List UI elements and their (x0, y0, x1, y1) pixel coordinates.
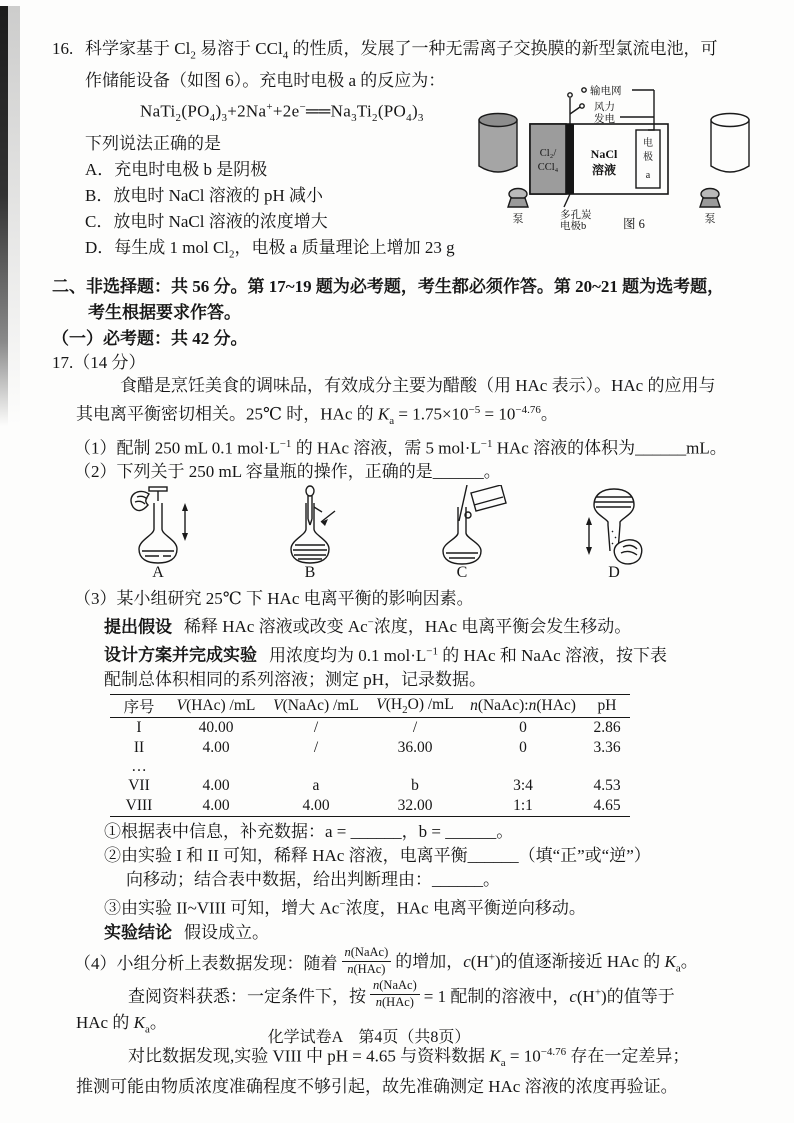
cell: I (136, 718, 142, 736)
table-header-row (110, 694, 630, 717)
electrode-a-label-1: 电 (643, 138, 653, 149)
q16-stem: 下列说法正确的是 (85, 134, 221, 154)
pointer-arrow (321, 511, 335, 522)
flask-d-label: D (608, 563, 620, 581)
cell: 3:4 (513, 776, 533, 794)
section2-line1: 二、非选择题：共 56 分。第 17~19 题为必考题，考生都必须作答。第 20~21 题为选考题， (52, 276, 725, 296)
cell: 4.00 (302, 796, 330, 814)
cell: 4.65 (593, 796, 621, 814)
q17-note1: ①根据表中信息，补充数据：a = ______，b = ______。 (104, 821, 514, 841)
cell (462, 758, 584, 776)
q17-hypothesis (104, 611, 764, 640)
section2-line2: 考生根据要求作答。 (88, 302, 241, 322)
flask-option-d (554, 485, 674, 581)
q17-intro2: 其电离平衡密切相关。25℃ 时，HAc 的 $K_a = 1.75\times 10^{-5} = 10^{-4.76}$。 (76, 403, 558, 427)
right-tank-icon (711, 114, 749, 173)
porous-label-1: 多孔炭 (560, 210, 592, 221)
dropper-bulb-icon (306, 486, 314, 496)
q17-part4-line2 (128, 978, 764, 1011)
cell: b (411, 776, 419, 794)
cell: 4.53 (593, 776, 621, 794)
col-header-ph: pH (584, 694, 630, 717)
q17-part4-line3: HAc 的 $K_a$。 (76, 1012, 167, 1035)
question-16 (52, 36, 764, 268)
flask-option-a (98, 485, 218, 581)
cell: 4.00 (202, 796, 230, 814)
cell (168, 758, 264, 776)
cell (368, 758, 462, 776)
flask-option-c (402, 485, 522, 581)
cell: / (313, 718, 319, 736)
left-pump-icon (508, 189, 528, 208)
cl2-label-1: Cl₂/ (539, 148, 557, 159)
cell: VII (128, 776, 150, 794)
pump-right-label: 泵 (704, 213, 716, 225)
flask-b-with-dropper (255, 485, 365, 565)
cell: 1:1 (513, 796, 533, 814)
cell: 32.00 (397, 796, 433, 814)
q16-option-a: A．充电时电极 b 是阴极 (85, 160, 268, 180)
q16-equation: $NaTi_2(PO_4)_3+2Na^++2e^-══Na_3Ti_2(PO_4)_3$ (140, 101, 424, 125)
q17-note2b: 向移动；结合表中数据，给出判断理由：______。 (126, 869, 500, 889)
table-row (110, 738, 630, 758)
question-17 (52, 374, 764, 1098)
electrode-a-label-3: a (645, 170, 651, 181)
nacl-label-1: NaCl (590, 147, 618, 161)
part4-pre: （4）小组分析上表数据发现：随着 (74, 953, 338, 973)
flask-d-inverted (559, 485, 669, 565)
flask-a-label: A (152, 563, 164, 581)
cell: / (412, 718, 418, 736)
figure-6-chlorine-flow-battery (464, 80, 764, 235)
section-2-header (52, 274, 764, 374)
q16-number: 16. (52, 39, 74, 58)
cell: VIII (125, 796, 153, 814)
q17-note2a: ②由实验 I 和 II 可知，稀释 HAc 溶液，电离平衡______（填“正”或“逆”） (104, 845, 651, 865)
q16-line1 (52, 36, 764, 68)
q16-line2: 作储能设备（如图 6）。充电时电极 a 的反应为： (85, 71, 446, 91)
q17-part4-line4: 对比数据发现,实验 VIII 中 pH = 4.65 与资料数据 $K_a = 10^{-4.76}$ 存在一定差异； (128, 1045, 690, 1069)
flask-c-pouring-beaker (407, 485, 517, 565)
grid-label: 输电网 (590, 86, 622, 97)
part4-post: 的增加，c(H+)的值逐渐接近 HAc 的 $K_a$。 (395, 951, 698, 975)
wind-label-2: 发电 (594, 114, 615, 125)
table-row (110, 717, 630, 738)
conclusion-label: 实验结论 (104, 922, 172, 942)
porous-label-2: 电极b (560, 221, 587, 230)
right-pump-icon (700, 189, 720, 208)
conclusion-text: 假设成立。 (184, 922, 269, 942)
cell: / (313, 738, 319, 756)
col-header-vh2o: $V(H_2O)$ /mL (368, 694, 462, 717)
q17-part2: （2）下列关于 250 mL 容量瓶的操作，正确的是______。 (74, 461, 501, 481)
stopper-icon (149, 487, 167, 491)
col-header-index: 序号 (110, 694, 168, 717)
cell: 3.36 (593, 738, 621, 756)
scan-edge-soft (8, 6, 20, 426)
cell: 4.00 (202, 776, 230, 794)
wind-label-1: 风力 (594, 102, 615, 113)
q16-option-c: C．放电时 NaCl 溶液的浓度增大 (85, 212, 328, 232)
q17-part4-line1 (74, 945, 764, 978)
hypothesis-label: 提出假设 (104, 617, 172, 637)
experiment-data-table (110, 694, 630, 817)
pump-left-label: 泵 (512, 213, 524, 225)
cell: 0 (519, 738, 527, 756)
q16-option-b: B．放电时 NaCl 溶液的 pH 减小 (85, 186, 323, 206)
q17-design-line1 (104, 639, 764, 668)
figure-6-diagram (464, 80, 764, 230)
page-footer: 化学试卷A 第4页（共8页） (267, 1029, 471, 1046)
cell (264, 758, 368, 776)
q17-design-line2: 配制总体积相同的系列溶液；测定 pH，记录数据。 (104, 669, 487, 689)
hypothesis-text: 稀释 HAc 溶液或改变 Ac−浓度，HAc 电离平衡会发生移动。 (184, 616, 632, 637)
part4-line2-post: = 1 配制的溶液中，c(H+)的值等于 (423, 985, 675, 1006)
design-text1: 用浓度均为 0.1 $mol\cdot L^{-1}$ 的 HAc 和 NaAc 溶液，按下表 (269, 645, 667, 665)
q17-conclusion (104, 921, 764, 945)
cl2-label-2: CCl₄ (537, 162, 559, 173)
flask-c-label: C (456, 563, 468, 581)
cell: II (133, 738, 145, 756)
section2-sub: （一）必考题：共 42 分。 (52, 328, 248, 348)
flask-figures-row (98, 485, 764, 581)
design-label: 设计方案并完成实验 (104, 645, 257, 665)
cell: … (131, 757, 147, 775)
cell: 4.00 (202, 738, 230, 756)
q17-note3: ③由实验 II~VIII 可知，增大 Ac−浓度，HAc 电离平衡逆向移动。 (104, 897, 586, 918)
cell: a (312, 776, 320, 794)
porous-label-leader (564, 194, 570, 207)
q17-head: 17.（14 分） (52, 352, 146, 372)
flask-a-shaking-with-stopper (103, 485, 213, 565)
figure-6-caption: 图 6 (623, 217, 645, 230)
scan-edge-artifact (0, 6, 8, 426)
cell (584, 758, 630, 776)
page-content (52, 36, 764, 1098)
q17-part3-line: （3）某小组研究 25℃ 下 HAc 电离平衡的影响因素。 (74, 588, 474, 608)
mole-ratio-fraction: $\frac{\text{n(NaAc)}}{\text{n(HAc)}}$ (370, 979, 420, 1008)
flask-b-label: B (304, 563, 316, 581)
cl2-ccl4-compartment (530, 124, 566, 194)
q16-option-d: D．每生成 1 mol $Cl_2$，电极 a 质量理论上增加 23 g (85, 238, 455, 261)
part4-line2-pre: 查阅资料获悉：一定条件下，按 (128, 986, 366, 1006)
table-row (110, 776, 630, 796)
cell: 40.00 (198, 718, 234, 736)
q17-intro1: 食醋是烹饪美食的调味品，有效成分主要为醋酸（用 HAc 表示）。HAc 的应用与 (120, 375, 716, 395)
col-header-ratio: n(NaAc):n(HAc) (462, 694, 584, 717)
porous-carbon-electrode-b (566, 124, 574, 194)
table-row (110, 796, 630, 817)
nacl-label-2: 溶液 (591, 163, 617, 177)
cell: 36.00 (397, 738, 433, 756)
col-header-vnaac: V(NaAc) /mL (264, 694, 368, 717)
q17-part4-line5: 推测可能由物质浓度准确程度不够引起，故先准确测定 HAc 溶液的浓度再验证。 (76, 1076, 678, 1096)
col-header-vhac: V(HAc) /mL (168, 694, 264, 717)
flask-option-b (250, 485, 370, 581)
cell: 0 (519, 718, 527, 736)
q17-part1: （1）配制 250 mL 0.1 $mol\cdot L^{-1}$ 的 HAc 溶液，需 5 $mol\cdot L^{-1}$ HAc 溶液的体积为______mL。 (74, 437, 727, 458)
q16-line1-text: 科学家基于 $Cl_2$ 易溶于 CCl$_4$ 的性质，发展了一种无需离子交换膜的新型氯流电池，可 (85, 39, 718, 62)
electrode-a-label-2: 极 (643, 152, 653, 163)
cell: 2.86 (593, 718, 621, 736)
left-tank-icon (479, 114, 517, 173)
mole-ratio-fraction: $\frac{\text{n(NaAc)}}{\text{n(HAc)}}$ (342, 946, 392, 975)
table-row-ellipsis (110, 758, 630, 776)
